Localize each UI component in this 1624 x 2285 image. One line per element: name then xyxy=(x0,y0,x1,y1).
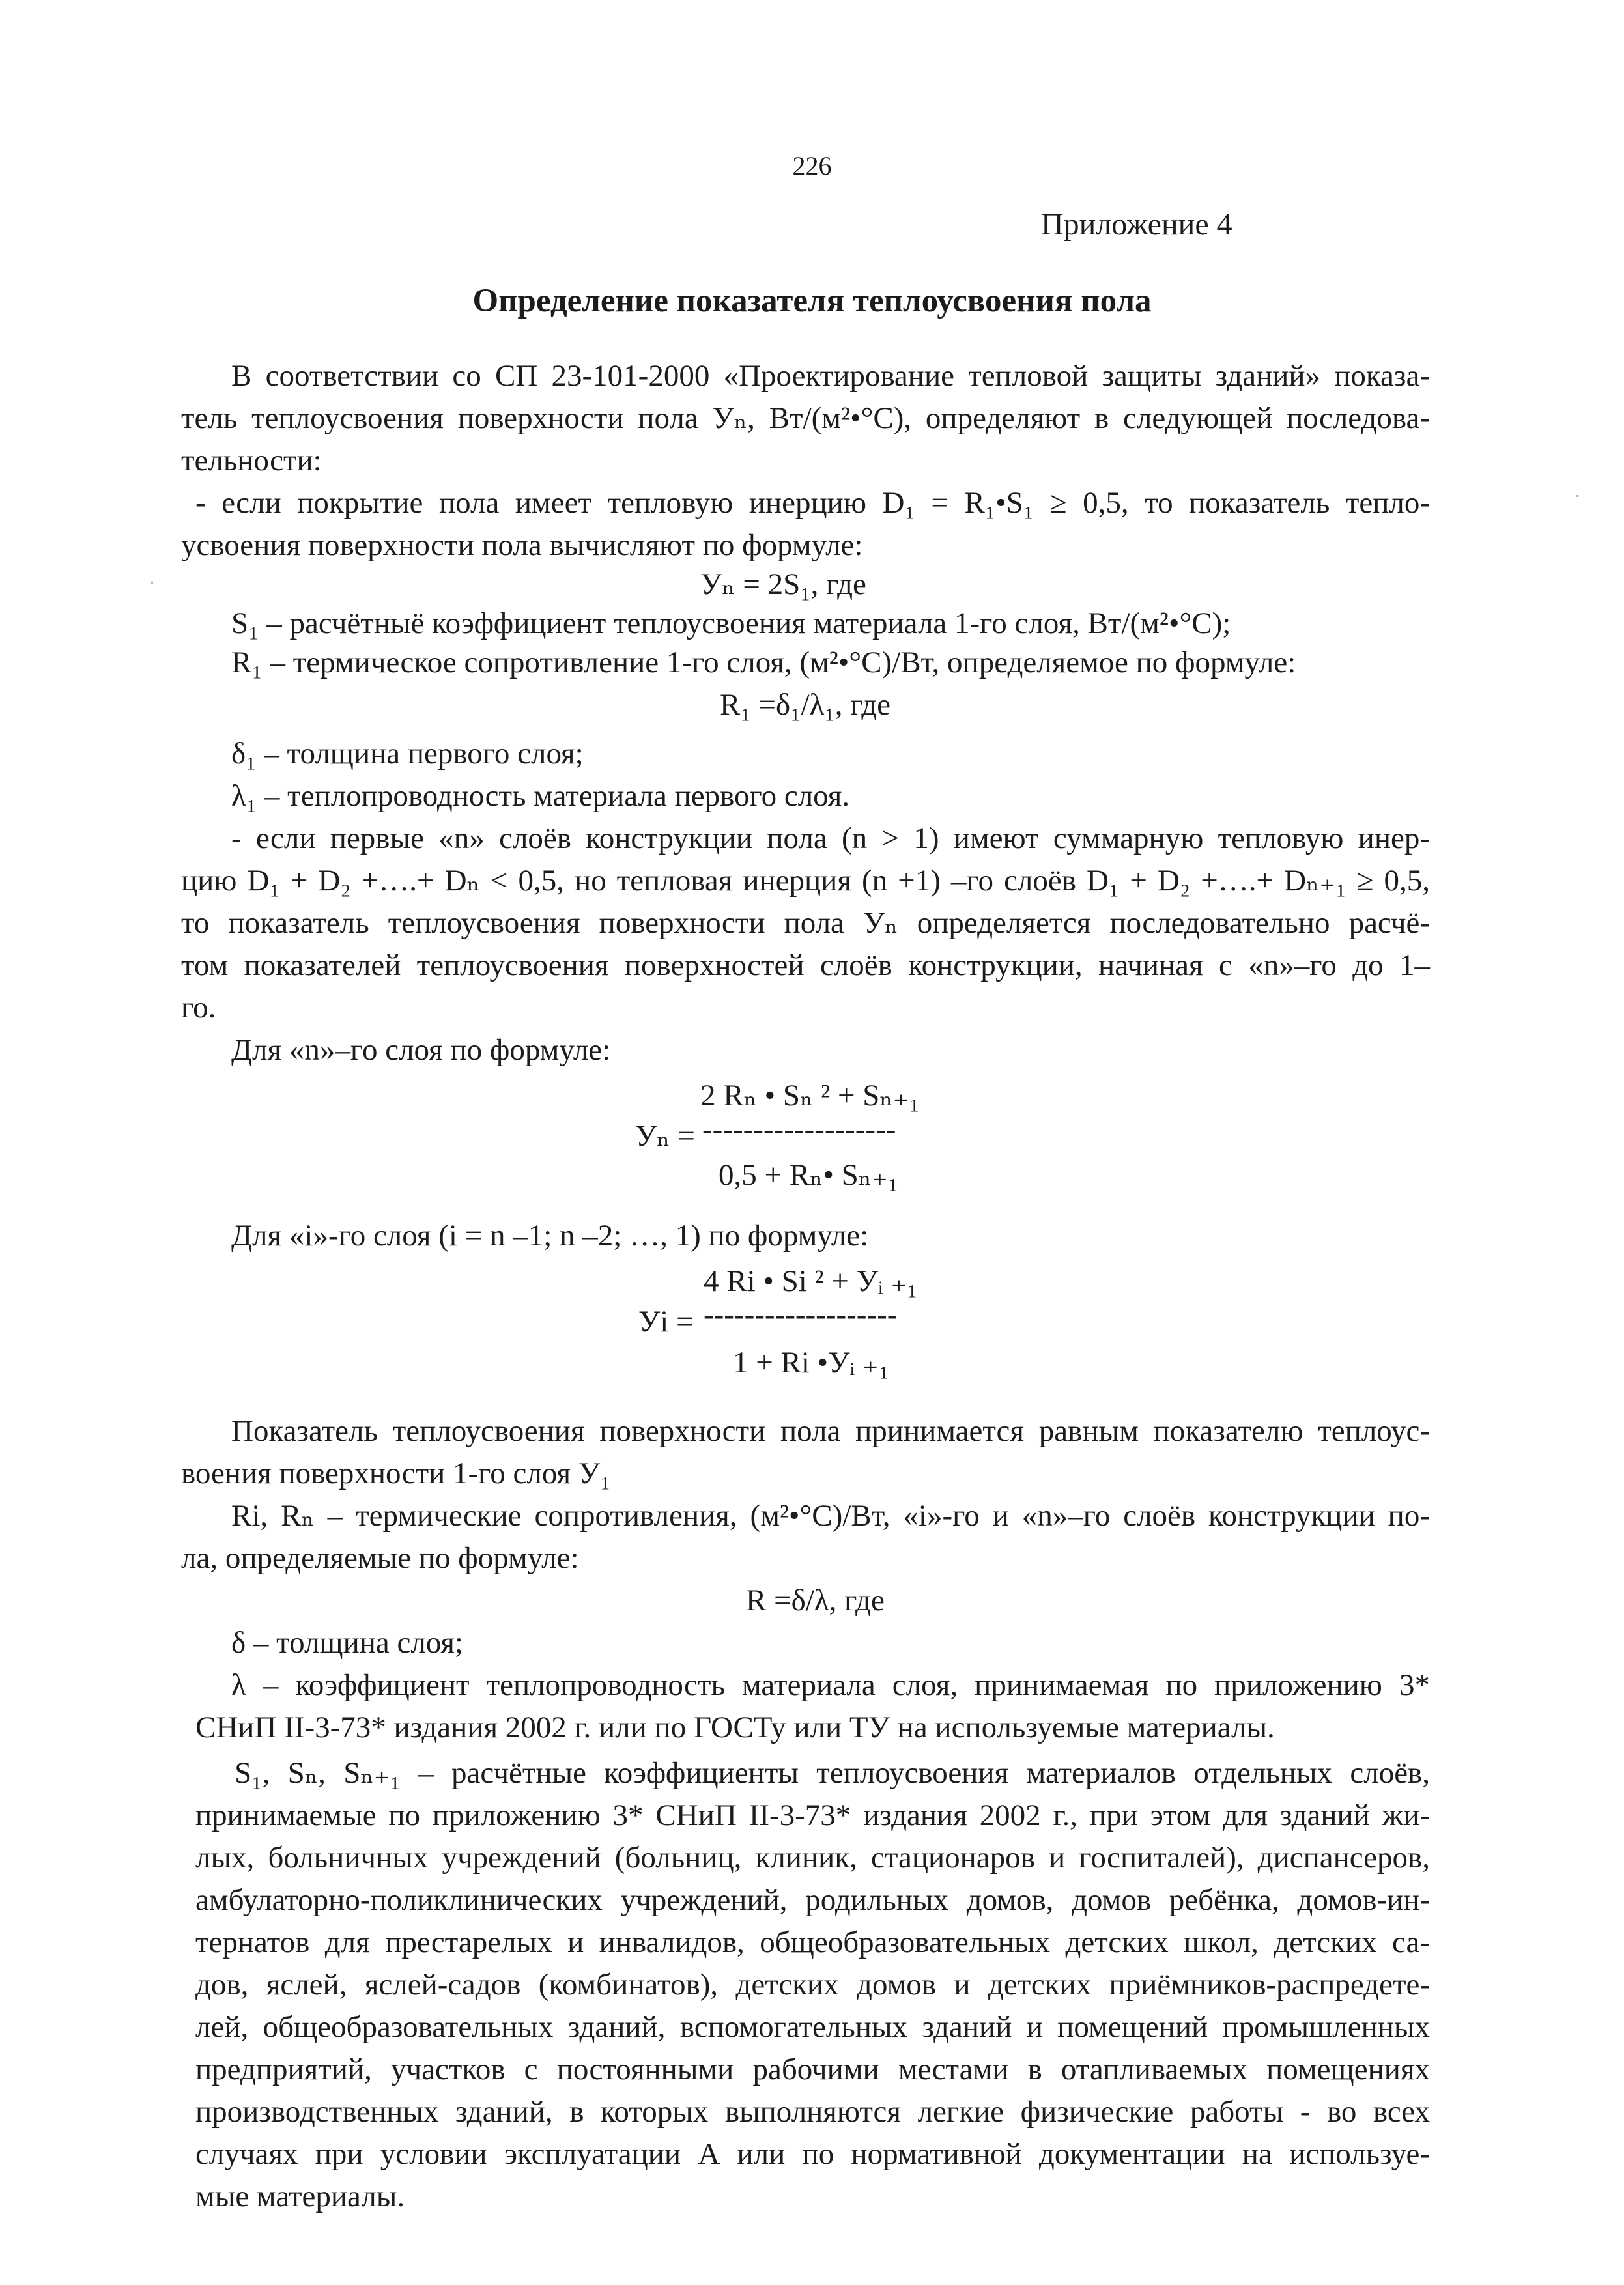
definition-delta: δ – толщина слоя; xyxy=(231,1626,464,1660)
page-title: Определение показателя теплоусвоения пола xyxy=(472,283,1152,319)
text-line: - если покрытие пола имеет тепловую инерцию D₁ = R₁•S₁ ≥ 0,5, то показатель тепло- xyxy=(195,486,1430,520)
text-line: цию D₁ + D₂ +….+ Dₙ < 0,5, но тепловая инерция (n +1) –го слоёв D₁ + D₂ +….+ Dₙ₊₁ ≥ 0,5, xyxy=(181,864,1430,898)
text-line: тель теплоусвоения поверхности пола Уₙ, Вт/(м²•°С), определяют в следующей последова- xyxy=(181,401,1430,435)
text-line: S₁, Sₙ, Sₙ₊₁ – расчётные коэффициенты теплоусвоения материалов отдельных слоёв, xyxy=(235,1756,1430,1790)
text-line: предприятий, участков с постоянными рабочими местами в отапливаемых помещениях xyxy=(195,2052,1430,2086)
text-line: принимаемые по приложению 3* СНиП II-3-73* издания 2002 г., при этом для зданий жи- xyxy=(195,1798,1430,1832)
text-line: Показатель теплоусвоения поверхности пола принимается равным показателю теплоус- xyxy=(231,1414,1430,1448)
text-line: В соответствии со СП 23-101-2000 «Проектирование тепловой защиты зданий» показа- xyxy=(231,359,1430,393)
text-line: СНиП II-3-73* издания 2002 г. или по ГОСТу или ТУ на используемые материалы. xyxy=(195,1710,1275,1744)
text-line: λ – коэффициент теплопроводность материала слоя, принимаемая по приложению 3* xyxy=(231,1668,1430,1702)
text-line: то показатель теплоусвоения поверхности пола Уₙ определяется последовательно расчё- xyxy=(181,906,1430,940)
text-line: воения поверхности 1-го слоя У₁ xyxy=(181,1456,611,1490)
formula-numerator: 2 Rₙ • Sₙ ² + Sₙ₊₁ xyxy=(700,1079,920,1113)
fraction-bar: ------------------- xyxy=(702,1113,896,1146)
i-layer-intro: Для «i»-го слоя (i = n –1; n –2; …, 1) по формуле: xyxy=(231,1219,869,1253)
page-number: 226 xyxy=(792,151,832,180)
formula-y-n-simple: Уₙ = 2S₁, где xyxy=(700,567,866,601)
text-line: тернатов для престарелых и инвалидов, общеобразовательных детских школ, детских са- xyxy=(195,1925,1430,1959)
text-line: Ri, Rₙ – термические сопротивления, (м²•°С)/Вт, «i»-го и «n»–го слоёв конструкции по- xyxy=(231,1499,1430,1533)
scan-speck xyxy=(151,582,153,584)
text-line: мые материалы. xyxy=(195,2179,405,2213)
text-line: дов, яслей, яслей-садов (комбинатов), детских домов и детских приёмников-распредете- xyxy=(195,1968,1430,2002)
definition-s1: S₁ – расчётныё коэффициент теплоусвоения материала 1-го слоя, Вт/(м²•°С); xyxy=(231,606,1231,640)
text-line: случаях при условии эксплуатации А или по нормативной документации на используе- xyxy=(195,2137,1430,2171)
definition-delta1: δ₁ – толщина первого слоя; xyxy=(231,737,584,771)
formula-denominator: 0,5 + Rₙ• Sₙ₊₁ xyxy=(719,1158,899,1192)
text-line: усвоения поверхности пола вычисляют по формуле: xyxy=(181,528,863,562)
formula-denominator: 1 + Ri •Уᵢ ₊₁ xyxy=(733,1346,890,1380)
scan-speck xyxy=(1576,495,1578,497)
appendix-label: Приложение 4 xyxy=(1041,207,1232,242)
text-line: - если первые «n» слоёв конструкции пола (n > 1) имеют суммарную тепловую инер- xyxy=(231,821,1430,855)
text-line: тельности: xyxy=(181,444,322,477)
n-layer-intro: Для «n»–го слоя по формуле: xyxy=(231,1033,611,1067)
formula-r1: R₁ =δ₁/λ₁, где xyxy=(720,688,890,722)
fraction-bar: ------------------- xyxy=(704,1298,898,1332)
text-line: ла, определяемые по формуле: xyxy=(181,1541,579,1575)
text-line: го. xyxy=(181,991,216,1025)
text-line: том показателей теплоусвоения поверхностей слоёв конструкции, начиная с «n»–го до 1– xyxy=(181,948,1430,982)
formula-lhs: Уi = xyxy=(638,1305,694,1339)
text-line: амбулаторно-поликлинических учреждений, родильных домов, домов ребёнка, домов-ин- xyxy=(195,1883,1430,1917)
formula-numerator: 4 Ri • Si ² + Уᵢ ₊₁ xyxy=(704,1264,918,1298)
definition-lambda1: λ₁ – теплопроводность материала первого слоя. xyxy=(231,779,850,813)
definition-r1: R₁ – термическое сопротивление 1-го слоя, (м²•°С)/Вт, определяемое по формуле: xyxy=(231,646,1296,679)
formula-lhs: Уₙ = xyxy=(635,1119,695,1153)
formula-r: R =δ/λ, где xyxy=(746,1583,885,1617)
text-line: лых, больничных учреждений (больниц, клиник, стационаров и госпиталей), диспансеров, xyxy=(195,1841,1430,1875)
text-line: производственных зданий, в которых выполняются легкие физические работы - во всех xyxy=(195,2095,1430,2129)
text-line: лей, общеобразовательных зданий, вспомогательных зданий и помещений промышленных xyxy=(195,2010,1430,2044)
